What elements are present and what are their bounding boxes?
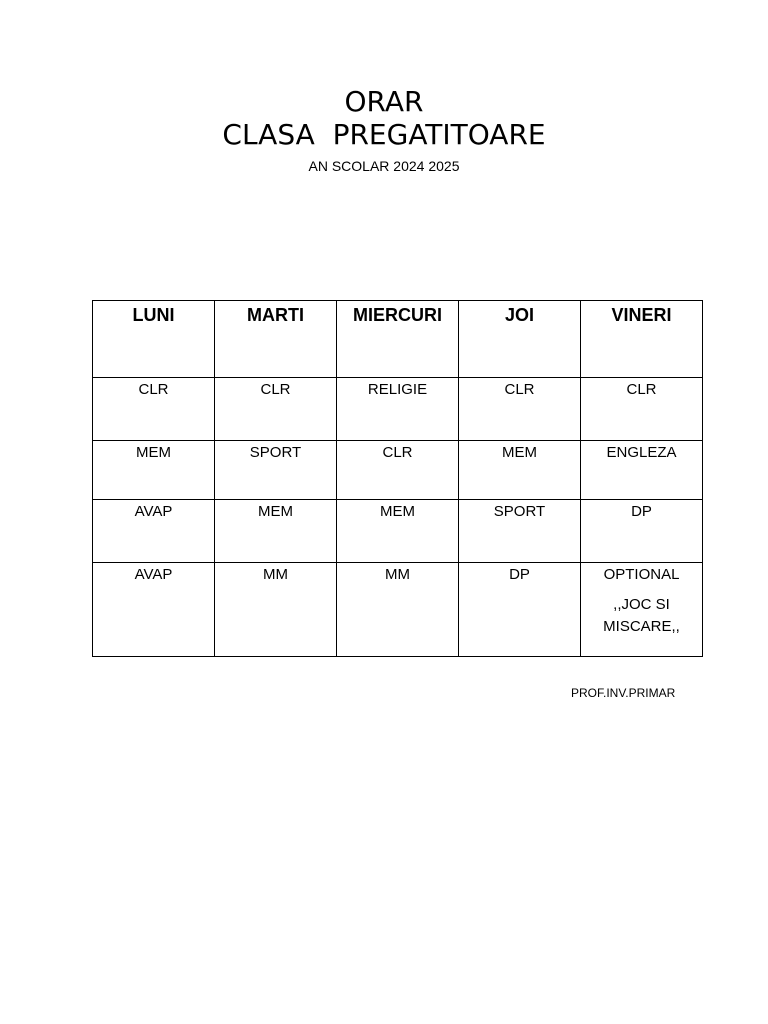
table-cell xyxy=(581,441,703,500)
optional-detail-line-2: MISCARE,, xyxy=(603,618,680,635)
subject-label: AVAP xyxy=(134,566,173,583)
table-cell xyxy=(337,378,459,441)
school-year-subtitle: AN SCOLAR 2024 2025 xyxy=(308,158,460,174)
table-cell xyxy=(581,500,703,563)
table-cell xyxy=(459,378,581,441)
subject-label: DP xyxy=(631,503,652,520)
subject-label: CLR xyxy=(138,381,169,398)
subject-label: CLR xyxy=(626,381,657,398)
subject-label: SPORT xyxy=(493,503,546,520)
table-cell xyxy=(581,378,703,441)
table-row xyxy=(93,441,703,500)
subject-label: MEM xyxy=(136,444,171,461)
subject-label: CLR xyxy=(504,381,535,398)
table-cell xyxy=(337,500,459,563)
table-cell xyxy=(215,441,337,500)
subject-label: MEM xyxy=(502,444,537,461)
day-header-luni: LUNI xyxy=(93,301,215,378)
table-row xyxy=(93,378,703,441)
table-cell xyxy=(93,563,215,657)
subject-label: AVAP xyxy=(134,503,173,520)
subject-label: MEM xyxy=(258,503,293,520)
page-title: ORAR xyxy=(344,85,424,118)
table-row xyxy=(93,563,703,657)
subject-label: MEM xyxy=(380,503,415,520)
table-cell xyxy=(215,378,337,441)
table-cell xyxy=(215,563,337,657)
subject-label: ENGLEZA xyxy=(606,444,677,461)
table-row xyxy=(93,500,703,563)
table-cell xyxy=(93,500,215,563)
table-cell xyxy=(337,441,459,500)
class-title: CLASA PREGATITOARE xyxy=(222,118,546,151)
table-cell xyxy=(215,500,337,563)
signature-label: PROF.INV.PRIMAR xyxy=(571,686,676,700)
table-cell xyxy=(93,441,215,500)
table-cell xyxy=(581,563,703,657)
table-cell xyxy=(459,441,581,500)
table-header-row xyxy=(93,301,703,378)
table-cell xyxy=(337,563,459,657)
table-cell xyxy=(459,563,581,657)
subject-label: MM xyxy=(263,566,288,583)
timetable xyxy=(92,300,703,657)
subject-label: SPORT xyxy=(249,444,302,461)
subject-label: CLR xyxy=(260,381,291,398)
subject-label: CLR xyxy=(382,444,413,461)
day-header-joi: JOI xyxy=(459,301,581,378)
day-header-vineri: VINERI xyxy=(581,301,703,378)
subject-label: MM xyxy=(385,566,410,583)
day-header-miercuri: MIERCURI xyxy=(337,301,459,378)
day-header-marti: MARTI xyxy=(215,301,337,378)
subject-label: OPTIONAL xyxy=(603,566,680,583)
table-cell xyxy=(93,378,215,441)
subject-label: DP xyxy=(509,566,530,583)
subject-label: RELIGIE xyxy=(367,381,428,398)
table-cell xyxy=(459,500,581,563)
optional-detail-line-1: ,,JOC SI xyxy=(613,596,670,613)
